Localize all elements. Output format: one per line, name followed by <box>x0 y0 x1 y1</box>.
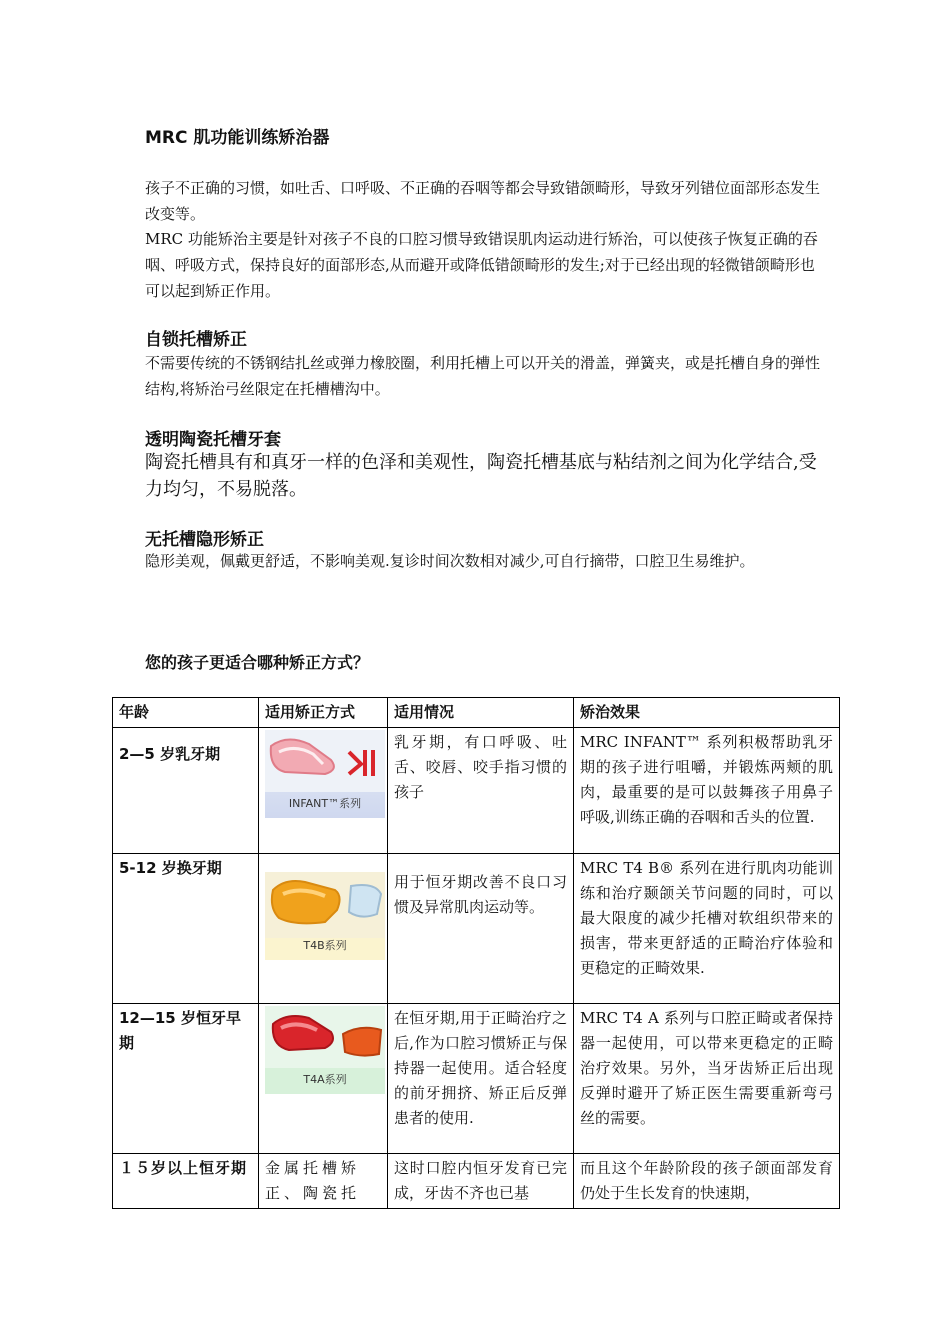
effect-cell: MRC INFANT™ 系列积极帮助乳牙期的孩子进行咀嚼，并锻炼两颊的肌肉，最重要的是可以鼓舞孩子用鼻子呼吸,训练正确的吞咽和舌头的位置. <box>574 728 840 854</box>
method-text-cell: 金属托槽矫正、陶瓷托 <box>259 1154 388 1209</box>
question-heading: 您的孩子更适合哪种矫正方式？ <box>145 653 370 672</box>
section-heading-ceramic: 透明陶瓷托槽牙套 <box>145 430 281 450</box>
infant-caption: INFANT™系列 <box>288 797 362 810</box>
infant-appliance-image <box>265 730 385 818</box>
age-cell: １５岁以上恒牙期 <box>113 1154 259 1209</box>
method-cell <box>259 854 388 1004</box>
situation-cell: 用于恒牙期改善不良口习惯及异常肌肉运动等。 <box>388 854 574 1004</box>
effect-cell: 而且这个年龄阶段的孩子颌面部发育仍处于生长发育的快速期， <box>574 1154 840 1209</box>
table-row <box>113 1154 840 1209</box>
t4b-caption: T4B系列 <box>303 939 347 952</box>
header-effect: 矫治效果 <box>574 698 840 728</box>
age-cell: 5-12 岁换牙期 <box>113 854 259 1004</box>
header-situation: 适用情况 <box>388 698 574 728</box>
header-method: 适用矫正方式 <box>259 698 388 728</box>
t4a-appliance-image <box>265 1006 385 1094</box>
intro-paragraph-1: 孩子不正确的习惯，如吐舌、口呼吸、不正确的吞咽等都会导致错颌畸形，导致牙列错位面部形态发生改变等。 <box>145 179 821 223</box>
section-body-ceramic: 陶瓷托槽具有和真牙一样的色泽和美观性，陶瓷托槽基底与粘结剂之间为化学结合,受力均匀，不易脱落。 <box>145 452 817 500</box>
t4b-appliance-image <box>265 872 385 960</box>
method-cell <box>259 1004 388 1154</box>
intro-paragraph-2: MRC 功能矫治主要是针对孩子不良的口腔习惯导致错误肌肉运动进行矫治，可以使孩子恢复正确的吞咽、呼吸方式，保持良好的面部形态,从而避开或降低错颌畸形的发生;对于已经出现的轻微错颌畸形也可以起到矫正作用。 <box>145 230 818 300</box>
recommendation-table <box>112 697 840 1209</box>
t4a-caption: T4A系列 <box>303 1073 347 1086</box>
section-body-invisible: 隐形美观，佩戴更舒适，不影响美观.复诊时间次数相对减少,可自行摘带，口腔卫生易维护。 <box>145 552 755 570</box>
document-title: MRC 肌功能训练矫治器 <box>145 128 330 148</box>
effect-cell: MRC T4 B® 系列在进行肌肉功能训练和治疗颞颌关节问题的同时，可以最大限度的减少托槽对软组织带来的损害，带来更舒适的正畸治疗体验和更稳定的正畸效果. <box>574 854 840 1004</box>
situation-cell: 这时口腔内恒牙发育已完成，牙齿不齐也已基 <box>388 1154 574 1209</box>
situation-cell: 在恒牙期,用于正畸治疗之后,作为口腔习惯矫正与保持器一起使用。适合轻度的前牙拥挤、矫正后反弹患者的使用. <box>388 1004 574 1154</box>
section-body-self-ligating: 不需要传统的不锈钢结扎丝或弹力橡胶圈，利用托槽上可以开关的滑盖，弹簧夹，或是托槽自身的弹性结构,将矫治弓丝限定在托槽槽沟中。 <box>145 354 821 398</box>
age-cell: 2—5 岁乳牙期 <box>113 728 259 854</box>
header-age: 年龄 <box>113 698 259 728</box>
effect-cell: MRC T4 A 系列与口腔正畸或者保持器一起使用，可以带来更稳定的正畸治疗效果。另外，当牙齿矫正后出现反弹时避开了矫正医生需要重新弯弓丝的需要。 <box>574 1004 840 1154</box>
table-header-row <box>113 698 840 728</box>
situation-cell: 乳牙期，有口呼吸、吐舌、咬唇、咬手指习惯的孩子 <box>388 728 574 854</box>
table-row <box>113 854 840 1004</box>
section-heading-invisible: 无托槽隐形矫正 <box>145 530 264 550</box>
section-heading-self-ligating: 自锁托槽矫正 <box>145 330 247 350</box>
table-row <box>113 1004 840 1154</box>
method-cell <box>259 728 388 854</box>
table-row <box>113 728 840 854</box>
age-cell: 12—15 岁恒牙早期 <box>113 1004 259 1154</box>
